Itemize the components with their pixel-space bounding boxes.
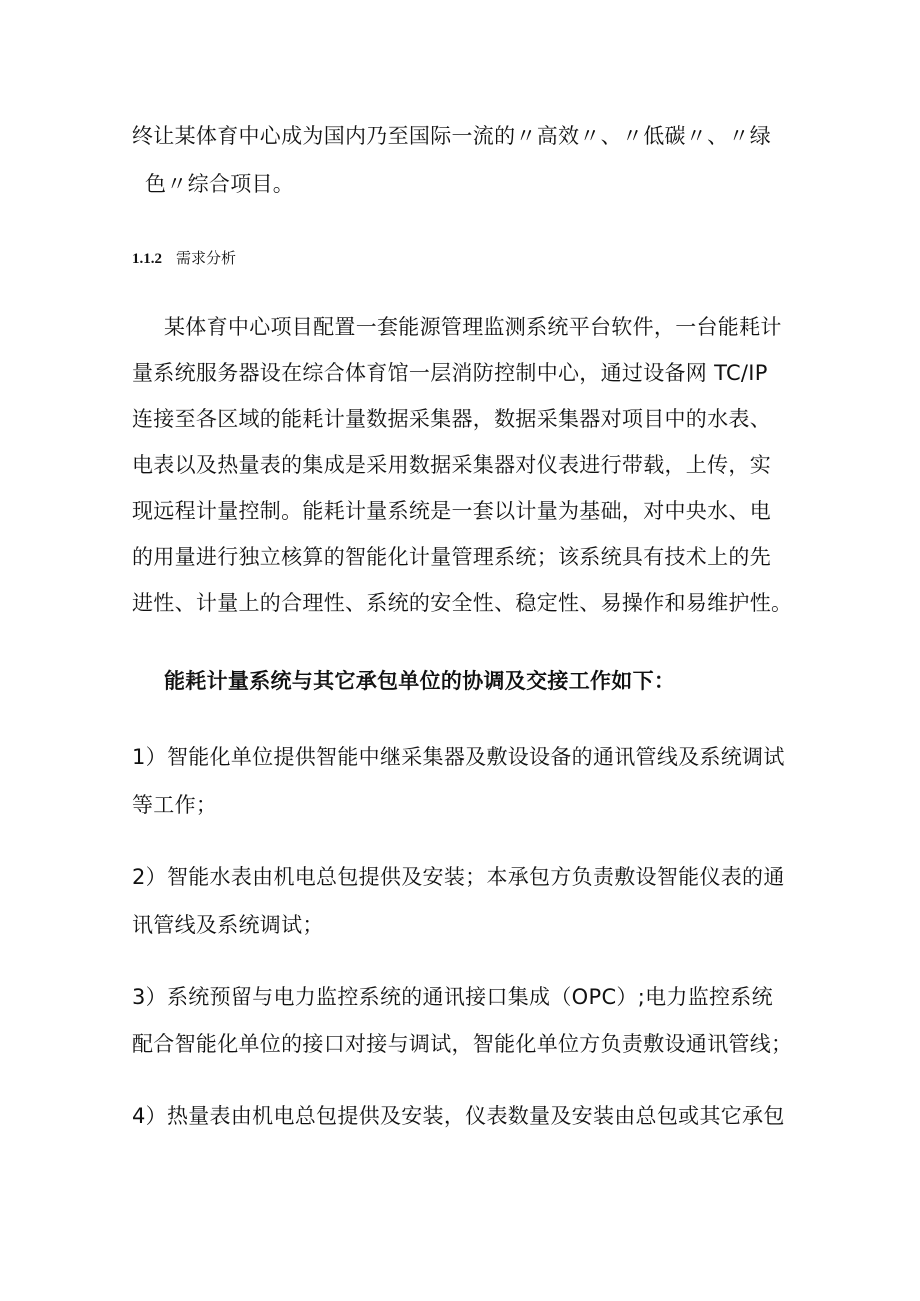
- paragraph-line-7: 进性、计量上的合理性、系统的安全性、稳定性、易操作和易维护性。: [132, 591, 793, 615]
- item-2-line-1: 2）智能水表由机电总包提供及安装；本承包方负责敷设智能仪表的通: [132, 865, 785, 889]
- paragraph-line-6: 的用量进行独立核算的智能化计量管理系统；该系统具有技术上的先: [132, 545, 771, 569]
- item-3-line-1: 3）系统预留与电力监控系统的通讯接口集成（OPC）;电力监控系统: [132, 985, 773, 1009]
- paragraph-line-5: 现远程计量控制。能耗计量系统是一套以计量为基础，对中央水、电: [132, 499, 771, 523]
- paragraph-line-1: 某体育中心项目配置一套能源管理监测系统平台软件，一台能耗计: [164, 315, 782, 339]
- intro-line-2: 色〃综合项目。: [145, 172, 295, 196]
- paragraph-line-2: 量系统服务器设在综合体育馆一层消防控制中心，通过设备网 TC/IP: [132, 361, 768, 385]
- paragraph-line-4: 电表以及热量表的集成是采用数据采集器对仪表进行带载，上传，实: [132, 453, 771, 477]
- item-4-line-1: 4）热量表由机电总包提供及安装，仪表数量及安装由总包或其它承包: [132, 1104, 785, 1128]
- coordination-subheading: 能耗计量系统与其它承包单位的协调及交接工作如下：: [164, 669, 676, 693]
- item-1-line-1: 1）智能化单位提供智能中继采集器及敷设设备的通讯管线及系统调试: [132, 745, 785, 769]
- item-3-line-2: 配合智能化单位的接口对接与调试，智能化单位方负责敷设通讯管线；: [132, 1032, 793, 1056]
- section-heading: [132, 246, 236, 271]
- item-1-line-2: 等工作；: [132, 793, 218, 817]
- item-2-line-2: 讯管线及系统调试；: [132, 913, 324, 937]
- paragraph-line-3: 连接至各区域的能耗计量数据采集器，数据采集器对项目中的水表、: [132, 407, 771, 431]
- intro-line-1: 终让某体育中心成为国内乃至国际一流的〃高效〃、〃低碳〃、〃绿: [132, 124, 771, 148]
- section-number: 1.1.2: [132, 251, 162, 267]
- section-title: 需求分析: [176, 249, 237, 267]
